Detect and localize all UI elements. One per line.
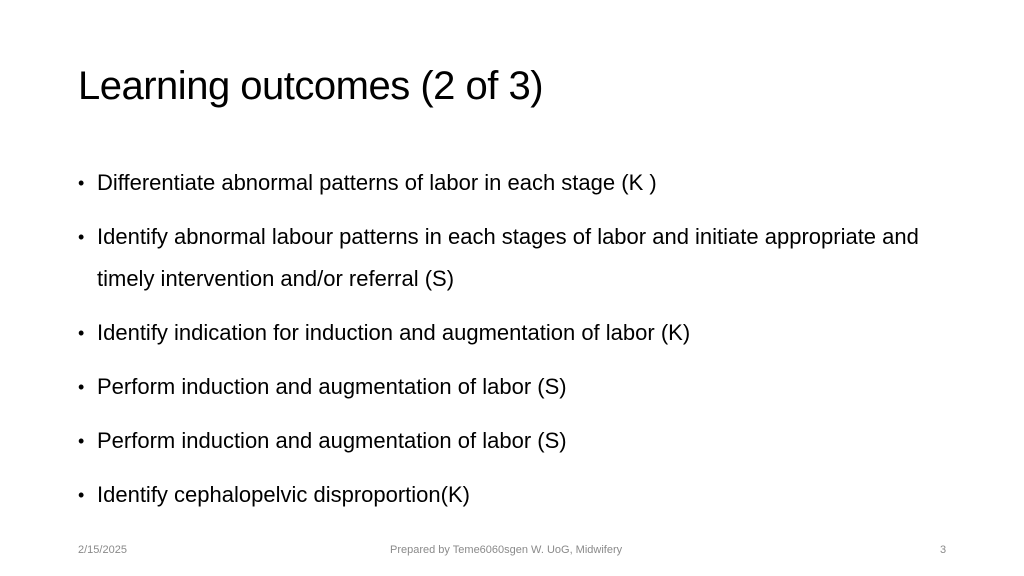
bullet-text: Perform induction and augmentation of labor (S) xyxy=(97,428,567,453)
bullet-dot-icon: • xyxy=(78,431,85,451)
bullet-text: Differentiate abnormal patterns of labor in each stage (K ) xyxy=(97,170,657,195)
bullet-item xyxy=(78,366,958,408)
bullet-dot-icon: • xyxy=(78,485,85,505)
bullet-dot-icon: • xyxy=(78,323,85,343)
bullet-list xyxy=(78,162,958,528)
bullet-dot-icon: • xyxy=(78,227,85,247)
bullet-text: Identify indication for induction and augmentation of labor (K) xyxy=(97,320,691,345)
bullet-text: Perform induction and augmentation of labor (S) xyxy=(97,374,567,399)
footer-date: 2/15/2025 xyxy=(78,544,127,556)
bullet-text: Identify cephalopelvic disproportion(K) xyxy=(97,482,470,507)
slide-title: Learning outcomes (2 of 3) xyxy=(78,64,544,108)
footer-text: Prepared by Teme6060sgen W. UoG, Midwifery xyxy=(390,544,623,556)
bullet-dot-icon: • xyxy=(78,377,85,397)
bullet-item xyxy=(78,312,958,354)
bullet-item xyxy=(78,420,958,462)
bullet-dot-icon: • xyxy=(78,173,85,193)
bullet-text: Identify abnormal labour patterns in each stages of labor and initiate appropriate and timely intervention and/or referral (S) xyxy=(97,224,919,291)
bullet-item xyxy=(78,162,958,204)
bullet-item xyxy=(78,216,958,300)
bullet-item xyxy=(78,474,958,516)
page-number: 3 xyxy=(940,544,947,556)
